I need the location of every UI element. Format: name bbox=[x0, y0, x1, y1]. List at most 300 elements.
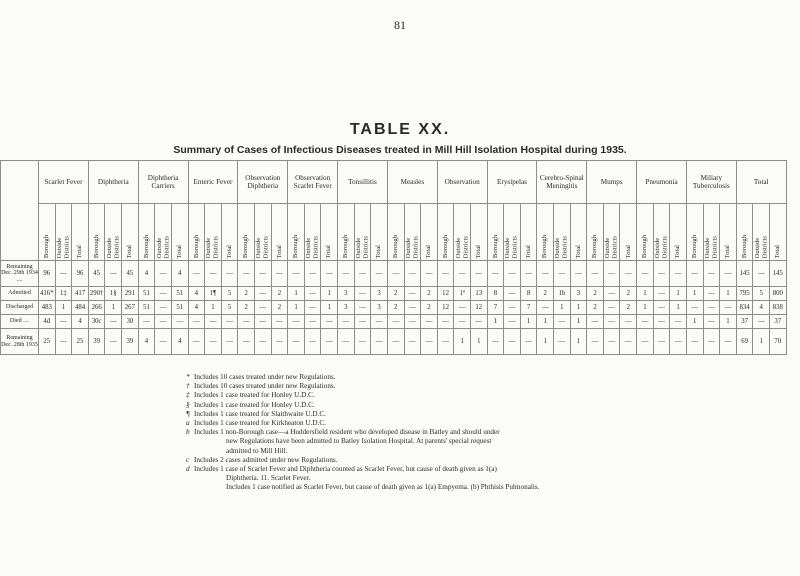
table-cell: — bbox=[504, 301, 521, 315]
table-cell: — bbox=[653, 301, 670, 315]
table-cell: 1 bbox=[670, 287, 687, 301]
sub-column-header bbox=[321, 204, 338, 261]
table-cell: — bbox=[587, 329, 604, 355]
disease-group-header: Tonsillitis bbox=[338, 161, 388, 204]
sub-column-label: Borough bbox=[690, 234, 698, 258]
table-cell: — bbox=[155, 315, 172, 329]
disease-group-header: Measles bbox=[387, 161, 437, 204]
table-cell: — bbox=[620, 329, 637, 355]
sub-column-label: Borough bbox=[591, 234, 599, 258]
table-cell: — bbox=[537, 261, 554, 287]
footnote bbox=[186, 437, 786, 446]
table-cell: — bbox=[603, 301, 620, 315]
table-cell: — bbox=[421, 315, 438, 329]
table-row bbox=[1, 315, 787, 329]
table-cell: — bbox=[354, 301, 371, 315]
table-cell: — bbox=[753, 261, 770, 287]
table-cell: — bbox=[371, 315, 388, 329]
table-cell: — bbox=[587, 261, 604, 287]
table-cell: — bbox=[105, 329, 122, 355]
table-cell: 3 bbox=[338, 301, 355, 315]
sub-column-header bbox=[255, 204, 272, 261]
table-cell: — bbox=[437, 329, 454, 355]
page-number: 81 bbox=[394, 18, 406, 32]
disease-group-header: Pneumonia bbox=[637, 161, 687, 204]
table-cell: — bbox=[221, 329, 238, 355]
table-cell: — bbox=[55, 329, 72, 355]
row-label: Remaining Dec. 28th 1935 bbox=[1, 329, 39, 355]
table-cell: — bbox=[288, 315, 305, 329]
table-cell: — bbox=[387, 329, 404, 355]
table-cell: 12 bbox=[437, 287, 454, 301]
sub-column-header bbox=[570, 204, 587, 261]
sub-column-label: Borough bbox=[192, 234, 200, 258]
footnote bbox=[186, 373, 786, 382]
table-cell: — bbox=[554, 315, 571, 329]
table-cell: 1 bbox=[554, 301, 571, 315]
table-cell: — bbox=[603, 329, 620, 355]
table-cell: 30c bbox=[88, 315, 105, 329]
table-cell: 45 bbox=[122, 261, 139, 287]
table-cell: 417 bbox=[72, 287, 89, 301]
sub-column-header bbox=[504, 204, 521, 261]
table-cell: 1 bbox=[570, 315, 587, 329]
sub-column-header bbox=[537, 204, 554, 261]
sub-column-header bbox=[620, 204, 637, 261]
footnote bbox=[186, 391, 786, 400]
sub-column-label: Outside Districts bbox=[703, 235, 719, 258]
footnote bbox=[186, 474, 786, 483]
table-cell: — bbox=[188, 329, 205, 355]
table-cell: 800 bbox=[770, 287, 787, 301]
table-cell: — bbox=[205, 315, 222, 329]
table-cell: 1 bbox=[637, 287, 654, 301]
sub-header-row bbox=[1, 204, 787, 261]
table-cell: — bbox=[138, 315, 155, 329]
table-cell: 12 bbox=[437, 301, 454, 315]
footnote-text: Includes 1 case treated for Honley U.D.C. bbox=[194, 400, 315, 409]
table-cell: 2 bbox=[587, 287, 604, 301]
table-cell: — bbox=[404, 287, 421, 301]
table-cell: 266 bbox=[88, 301, 105, 315]
table-cell: 2 bbox=[587, 301, 604, 315]
table-cell: 1 bbox=[288, 301, 305, 315]
table-cell: — bbox=[686, 329, 703, 355]
table-cell: — bbox=[354, 329, 371, 355]
sub-column-label: Borough bbox=[43, 234, 51, 258]
footnote-text: Includes 1 case of Scarlet Fever and Diphtheria counted as Scarlet Fever, but cause of death given as 1(a) bbox=[194, 465, 497, 474]
table-cell: 4 bbox=[138, 261, 155, 287]
table-cell: — bbox=[238, 329, 255, 355]
footnote-text: admitted to Mill Hill. bbox=[226, 446, 288, 455]
sub-column-header bbox=[470, 204, 487, 261]
table-cell: — bbox=[504, 261, 521, 287]
table-cell: 1 bbox=[670, 301, 687, 315]
footnote-mark: § bbox=[186, 400, 190, 409]
footnotes bbox=[186, 373, 786, 493]
table-cell: — bbox=[703, 329, 720, 355]
table-cell: 39 bbox=[88, 329, 105, 355]
sub-column-label: Total bbox=[375, 244, 383, 258]
table-cell: 5 bbox=[221, 287, 238, 301]
table-cell: — bbox=[371, 261, 388, 287]
table-cell: — bbox=[570, 261, 587, 287]
table-cell: — bbox=[487, 329, 504, 355]
table-cell: 37 bbox=[770, 315, 787, 329]
sub-column-label: Total bbox=[76, 244, 84, 258]
sub-column-label: Outside Districts bbox=[454, 235, 470, 258]
sub-column-label: Borough bbox=[541, 234, 549, 258]
table-cell: — bbox=[404, 315, 421, 329]
sub-column-header bbox=[753, 204, 770, 261]
table-cell: — bbox=[354, 287, 371, 301]
sub-column-header bbox=[304, 204, 321, 261]
table-cell: — bbox=[487, 261, 504, 287]
table-cell: — bbox=[171, 315, 188, 329]
table-cell: 3 bbox=[371, 301, 388, 315]
sub-column-label: Outside Districts bbox=[105, 235, 121, 258]
footnote-text: Includes 2 cases admitted under new Regulations. bbox=[194, 455, 338, 464]
sub-column-header bbox=[221, 204, 238, 261]
table-cell: 1 bbox=[520, 315, 537, 329]
sub-column-header bbox=[271, 204, 288, 261]
corner-cell bbox=[1, 161, 39, 261]
table-cell: — bbox=[703, 315, 720, 329]
table-cell: 1§ bbox=[105, 287, 122, 301]
sub-column-label: Total bbox=[425, 244, 433, 258]
table-cell: — bbox=[637, 315, 654, 329]
table-cell: — bbox=[55, 315, 72, 329]
sub-column-label: Total bbox=[175, 244, 183, 258]
table-cell: 1 bbox=[105, 301, 122, 315]
table-cell: — bbox=[637, 261, 654, 287]
table-cell: — bbox=[205, 329, 222, 355]
table-cell: 1 bbox=[288, 287, 305, 301]
table-cell: — bbox=[105, 261, 122, 287]
table-cell: 2 bbox=[421, 287, 438, 301]
summary-table bbox=[0, 160, 787, 355]
sub-column-label: Outside Districts bbox=[653, 235, 669, 258]
sub-column-header bbox=[205, 204, 222, 261]
sub-column-label: Borough bbox=[242, 234, 250, 258]
table-cell: — bbox=[470, 261, 487, 287]
footnote bbox=[186, 419, 786, 428]
sub-column-label: Total bbox=[275, 244, 283, 258]
table-cell: 8 bbox=[487, 287, 504, 301]
table-cell: — bbox=[720, 301, 737, 315]
table-cell: 25 bbox=[72, 329, 89, 355]
table-cell: — bbox=[354, 315, 371, 329]
table-cell: — bbox=[255, 287, 272, 301]
table-cell: — bbox=[205, 261, 222, 287]
sub-column-header bbox=[587, 204, 604, 261]
table-cell: — bbox=[221, 261, 238, 287]
sub-column-header bbox=[105, 204, 122, 261]
table-cell: 2 bbox=[238, 287, 255, 301]
sub-column-header bbox=[122, 204, 139, 261]
row-label: Remaining Dec. 29th 1934 .... bbox=[1, 261, 39, 287]
table-cell: 1 bbox=[686, 287, 703, 301]
table-cell: — bbox=[321, 315, 338, 329]
sub-column-header bbox=[288, 204, 305, 261]
table-cell: 2 bbox=[421, 301, 438, 315]
table-cell: — bbox=[354, 261, 371, 287]
table-cell: 2 bbox=[387, 287, 404, 301]
table-cell: — bbox=[338, 315, 355, 329]
footnote bbox=[186, 483, 786, 492]
table-cell: — bbox=[271, 261, 288, 287]
table-cell: 70 bbox=[770, 329, 787, 355]
sub-column-label: Total bbox=[225, 244, 233, 258]
table-title: Summary of Cases of Infectious Diseases treated in Mill Hill Isolation Hospital during 1935. bbox=[173, 144, 627, 156]
table-cell: 1 bbox=[470, 329, 487, 355]
table-cell: 1 bbox=[205, 301, 222, 315]
sub-column-header bbox=[720, 204, 737, 261]
footnote-mark: ¶ bbox=[186, 409, 190, 418]
table-row bbox=[1, 261, 787, 287]
table-cell: — bbox=[271, 329, 288, 355]
footnote bbox=[186, 401, 786, 410]
table-cell: — bbox=[703, 287, 720, 301]
table-cell: 2 bbox=[387, 301, 404, 315]
sub-column-header bbox=[554, 204, 571, 261]
table-cell: — bbox=[587, 315, 604, 329]
table-cell: — bbox=[321, 261, 338, 287]
footnote-text: new Regulations have been admitted to Batley Isolation Hospital. At parents' special request bbox=[226, 437, 492, 446]
table-cell: 1 bbox=[570, 301, 587, 315]
disease-group-header: Erysipelas bbox=[487, 161, 537, 204]
table-cell: — bbox=[404, 329, 421, 355]
sub-column-label: Outside Districts bbox=[504, 235, 519, 258]
table-cell: 267 bbox=[122, 301, 139, 315]
table-cell: — bbox=[437, 315, 454, 329]
table-cell: 2 bbox=[537, 287, 554, 301]
table-cell: 8 bbox=[520, 287, 537, 301]
sub-column-header bbox=[653, 204, 670, 261]
sub-column-header bbox=[354, 204, 371, 261]
table-cell: — bbox=[653, 315, 670, 329]
table-cell: — bbox=[504, 329, 521, 355]
table-cell: — bbox=[188, 315, 205, 329]
disease-group-header: Observation bbox=[437, 161, 487, 204]
table-cell: 4 bbox=[138, 329, 155, 355]
table-cell: 2 bbox=[620, 301, 637, 315]
table-cell: — bbox=[537, 301, 554, 315]
footnote bbox=[186, 382, 786, 391]
table-cell: — bbox=[454, 301, 471, 315]
sub-column-label: Total bbox=[475, 244, 482, 258]
table-row bbox=[1, 287, 787, 301]
table-cell: 795 bbox=[736, 287, 753, 301]
sub-column-label: Borough bbox=[441, 234, 449, 258]
table-row bbox=[1, 329, 787, 355]
sub-column-header bbox=[770, 204, 787, 261]
disease-group-header: Observation Scarlet Fever bbox=[288, 161, 338, 204]
sub-column-label: Borough bbox=[491, 234, 499, 258]
table-cell: — bbox=[603, 261, 620, 287]
table-cell: 7 bbox=[487, 301, 504, 315]
table-cell: 1b bbox=[554, 287, 571, 301]
footnote bbox=[186, 428, 786, 437]
table-cell: — bbox=[155, 329, 172, 355]
table-cell: — bbox=[371, 329, 388, 355]
sub-column-header bbox=[686, 204, 703, 261]
table-cell: — bbox=[670, 329, 687, 355]
table-cell: 45 bbox=[88, 261, 105, 287]
table-cell: — bbox=[653, 261, 670, 287]
sub-column-header bbox=[454, 204, 471, 261]
table-cell: 51 bbox=[171, 287, 188, 301]
table-cell: 416* bbox=[39, 287, 56, 301]
table-cell: 1 bbox=[720, 315, 737, 329]
table-cell: — bbox=[55, 261, 72, 287]
sub-column-label: Total bbox=[574, 244, 582, 258]
table-cell: 1 bbox=[720, 287, 737, 301]
table-cell: 3 bbox=[338, 287, 355, 301]
footnote-text: Includes 1 case notified as Scarlet Fever, but cause of death given as 1(a) Empyema. (b) Phthisis Pulmonalis. bbox=[226, 483, 540, 492]
table-cell: 13 bbox=[470, 287, 487, 301]
table-cell: 483 bbox=[39, 301, 56, 315]
footnote-text: Diphtheria. 11. Scarlet Fever. bbox=[226, 474, 311, 483]
table-cell: — bbox=[686, 261, 703, 287]
table-cell: 145 bbox=[736, 261, 753, 287]
table-cell: — bbox=[221, 315, 238, 329]
table-cell: — bbox=[288, 261, 305, 287]
disease-group-header: Observation Diphtheria bbox=[238, 161, 288, 204]
table-cell: — bbox=[304, 301, 321, 315]
footnote-text: Includes 1 non-Borough case—a Huddersfield resident who developed disease in Batley and should under bbox=[194, 428, 500, 437]
footnote-mark: † bbox=[186, 382, 190, 391]
table-cell: 4 bbox=[171, 261, 188, 287]
table-cell: 1 bbox=[686, 315, 703, 329]
table-cell: 4d bbox=[39, 315, 56, 329]
sub-column-label: Total bbox=[624, 244, 632, 258]
table-row bbox=[1, 301, 787, 315]
table-cell: 25 bbox=[39, 329, 56, 355]
table-cell: 4 bbox=[188, 287, 205, 301]
table-cell: — bbox=[387, 261, 404, 287]
sub-column-label: Borough bbox=[292, 234, 300, 258]
table-cell: 1 bbox=[570, 329, 587, 355]
table-cell: 1 bbox=[487, 315, 504, 329]
sub-column-header bbox=[338, 204, 355, 261]
footnote bbox=[186, 447, 786, 456]
sub-column-header bbox=[371, 204, 388, 261]
table-cell: — bbox=[421, 261, 438, 287]
table-cell: — bbox=[454, 261, 471, 287]
table-cell: — bbox=[155, 261, 172, 287]
table-cell: — bbox=[720, 329, 737, 355]
disease-group-header: Diphtheria bbox=[88, 161, 138, 204]
sub-column-label: Outside Districts bbox=[255, 235, 270, 258]
footnote-mark: ‡ bbox=[186, 391, 190, 400]
table-cell: 1 bbox=[321, 301, 338, 315]
table-cell: 69 bbox=[736, 329, 753, 355]
sub-column-label: Outside Districts bbox=[155, 235, 171, 258]
footnote bbox=[186, 456, 786, 465]
sub-column-header bbox=[736, 204, 753, 261]
sub-column-label: Outside Districts bbox=[205, 235, 220, 258]
table-cell: 96 bbox=[72, 261, 89, 287]
table-cell: — bbox=[387, 315, 404, 329]
table-cell: — bbox=[686, 301, 703, 315]
sub-column-header bbox=[703, 204, 720, 261]
sub-column-header bbox=[238, 204, 255, 261]
sub-column-header bbox=[437, 204, 454, 261]
table-cell: — bbox=[255, 315, 272, 329]
table-cell: — bbox=[637, 329, 654, 355]
table-cell: 51 bbox=[138, 301, 155, 315]
table-label: TABLE XX. bbox=[349, 121, 451, 138]
sub-column-label: Outside Districts bbox=[753, 235, 769, 258]
sub-column-label: Total bbox=[674, 244, 682, 258]
sub-column-header bbox=[637, 204, 654, 261]
table-cell: 3 bbox=[570, 287, 587, 301]
table-cell: 2 bbox=[238, 301, 255, 315]
table-cell: — bbox=[255, 301, 272, 315]
table-cell: — bbox=[520, 329, 537, 355]
table-cell: 5 bbox=[221, 301, 238, 315]
table-cell: — bbox=[670, 315, 687, 329]
footnote-mark: b bbox=[186, 428, 190, 437]
sub-column-label: Borough bbox=[740, 234, 748, 258]
sub-column-header bbox=[171, 204, 188, 261]
table-cell: — bbox=[703, 301, 720, 315]
sub-column-header bbox=[487, 204, 504, 261]
table-cell: — bbox=[603, 287, 620, 301]
table-cell: — bbox=[271, 315, 288, 329]
table-cell: — bbox=[421, 329, 438, 355]
table-cell: — bbox=[454, 315, 471, 329]
disease-group-header: Cerebro-Spinal Meningitis bbox=[537, 161, 587, 204]
footnote-mark: a bbox=[186, 419, 190, 428]
table-cell: — bbox=[520, 261, 537, 287]
disease-group-header: Diphtheria Carriers bbox=[138, 161, 188, 204]
sub-column-label: Outside Districts bbox=[354, 235, 370, 258]
table-cell: — bbox=[105, 315, 122, 329]
sub-column-header bbox=[138, 204, 155, 261]
footnote-text: Includes 1 case treated for Slaithwaite U.D.C. bbox=[194, 409, 326, 418]
sub-column-header bbox=[603, 204, 620, 261]
sub-column-label: Total bbox=[325, 244, 333, 258]
sub-column-header bbox=[55, 204, 72, 261]
sub-column-header bbox=[670, 204, 687, 261]
sub-column-label: Borough bbox=[142, 234, 150, 258]
sub-column-label: Total bbox=[724, 244, 732, 258]
sub-column-label: Outside Districts bbox=[604, 235, 619, 258]
table-cell: 2 bbox=[271, 301, 288, 315]
table-cell: 5 bbox=[753, 287, 770, 301]
table-cell: 1 bbox=[537, 315, 554, 329]
table-cell: — bbox=[238, 261, 255, 287]
table-cell: — bbox=[321, 329, 338, 355]
sub-column-header bbox=[520, 204, 537, 261]
table-cell: — bbox=[620, 261, 637, 287]
table-cell: 1‡ bbox=[55, 287, 72, 301]
table-cell: — bbox=[653, 287, 670, 301]
table-cell: — bbox=[304, 287, 321, 301]
table-cell: — bbox=[437, 261, 454, 287]
sub-column-header bbox=[88, 204, 105, 261]
table-cell: — bbox=[670, 261, 687, 287]
table-cell: — bbox=[620, 315, 637, 329]
sub-column-label: Outside Districts bbox=[55, 235, 71, 258]
sub-column-header bbox=[387, 204, 404, 261]
sub-column-label: Borough bbox=[641, 234, 649, 258]
table-cell: 4 bbox=[188, 301, 205, 315]
group-header-row bbox=[1, 161, 787, 204]
table-cell: 4 bbox=[171, 329, 188, 355]
